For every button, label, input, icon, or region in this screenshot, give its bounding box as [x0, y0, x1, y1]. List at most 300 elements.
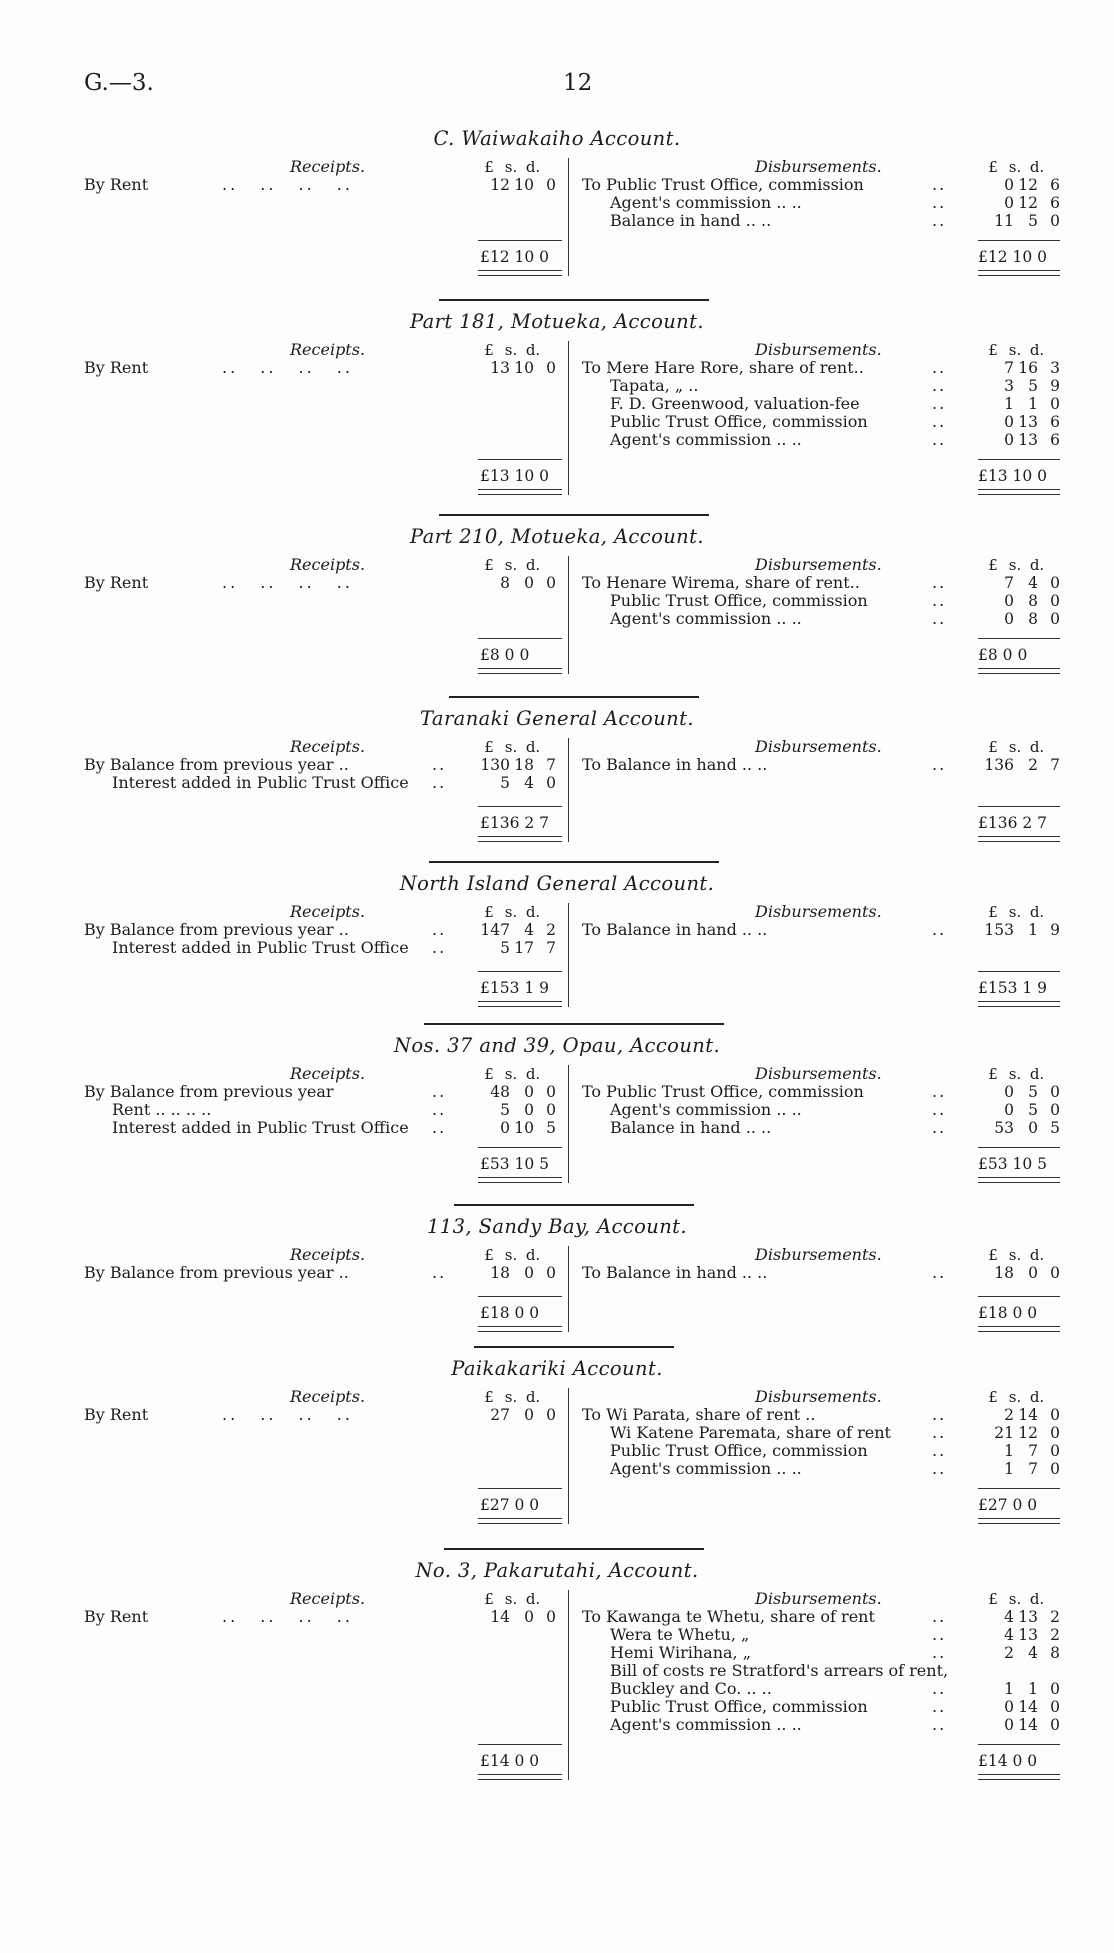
amount-pence: 7	[546, 756, 556, 774]
pound-label: £	[988, 1590, 998, 1608]
shilling-label: s.	[504, 1590, 518, 1608]
amount-shillings: 16	[1018, 359, 1038, 377]
receipts-heading: Receipts.	[290, 1245, 366, 1264]
disbursements-currency-header	[982, 1065, 1048, 1083]
pence-label: d.	[1029, 1388, 1045, 1406]
amount-shillings: 0	[524, 1264, 534, 1282]
amount-pence: 7	[546, 939, 556, 957]
amount-pounds: 0	[1004, 1083, 1014, 1101]
leader-dots: ..	[432, 1082, 447, 1101]
disbursements-currency-header	[982, 1590, 1048, 1608]
disbursement-amount	[984, 1406, 1060, 1424]
shilling-label: s.	[1008, 341, 1022, 359]
disbursement-description: Public Trust Office, commission	[610, 412, 868, 431]
disbursement-amount	[984, 395, 1060, 413]
disbursement-amount	[984, 1442, 1060, 1460]
amount-pence: 2	[1050, 1608, 1060, 1626]
receipt-amount	[480, 1406, 556, 1424]
receipts-total: £13 10 0	[480, 467, 550, 485]
account-title: North Island General Account.	[399, 872, 715, 895]
amount-pounds: 0	[1004, 610, 1014, 628]
amount-shillings: 1	[1028, 1680, 1038, 1698]
amount-shillings: 17	[514, 939, 534, 957]
pence-label: d.	[1029, 341, 1045, 359]
shilling-label: s.	[1008, 1388, 1022, 1406]
amount-pounds: 0	[1004, 194, 1014, 212]
column-divider	[568, 1246, 569, 1332]
amount-pounds: 1	[1004, 1680, 1014, 1698]
amount-shillings: 18	[514, 756, 534, 774]
disbursements-total: £53 10 5	[978, 1155, 1048, 1173]
amount-shillings: 13	[1018, 431, 1038, 449]
amount-pence: 5	[1050, 1119, 1060, 1137]
receipt-description: By Balance from previous year ..	[84, 920, 349, 939]
receipt-description: By Balance from previous year ..	[84, 1263, 349, 1282]
amount-shillings: 13	[1018, 1608, 1038, 1626]
disbursement-description: Public Trust Office, commission	[610, 1697, 868, 1716]
amount-shillings: 12	[1018, 194, 1038, 212]
leader-dots: ..	[932, 920, 947, 939]
disbursements-heading: Disbursements.	[755, 157, 882, 176]
account-title: 113, Sandy Bay, Account.	[426, 1215, 688, 1238]
pound-label: £	[988, 1388, 998, 1406]
disbursements-currency-header	[982, 158, 1048, 176]
receipts-total: £27 0 0	[480, 1496, 540, 1514]
amount-shillings: 0	[1028, 1264, 1038, 1282]
amount-pounds: 5	[500, 939, 510, 957]
amount-shillings: 8	[1028, 592, 1038, 610]
amount-pounds: 5	[500, 774, 510, 792]
leader-dots: ..	[932, 1100, 947, 1119]
amount-shillings: 5	[1028, 212, 1038, 230]
receipts-heading: Receipts.	[290, 157, 366, 176]
disbursement-amount	[984, 1083, 1060, 1101]
receipts-total: £14 0 0	[480, 1752, 540, 1770]
receipts-total-rule	[478, 1744, 562, 1745]
receipts-total-rule	[478, 1488, 562, 1489]
leader-dots: ..	[932, 430, 947, 449]
receipts-total: £8 0 0	[480, 646, 530, 664]
disbursements-heading: Disbursements.	[755, 1589, 882, 1608]
amount-pounds: 11	[994, 212, 1014, 230]
amount-shillings: 1	[1028, 921, 1038, 939]
pound-label: £	[988, 738, 998, 756]
pence-label: d.	[525, 158, 541, 176]
amount-shillings: 13	[1018, 1626, 1038, 1644]
amount-shillings: 5	[1028, 1101, 1038, 1119]
receipts-double-rule	[478, 489, 562, 495]
amount-shillings: 0	[524, 1608, 534, 1626]
disbursement-amount	[984, 1264, 1060, 1282]
disbursement-description: F. D. Greenwood, valuation-fee	[610, 394, 860, 413]
disbursements-currency-header	[982, 556, 1048, 574]
receipts-double-rule	[478, 1177, 562, 1183]
amount-shillings: 0	[1028, 1119, 1038, 1137]
shilling-label: s.	[504, 1065, 518, 1083]
disbursement-amount	[984, 574, 1060, 592]
receipt-amount	[480, 1264, 556, 1282]
leader-dots: ..	[432, 755, 447, 774]
account-title: Part 181, Motueka, Account.	[410, 310, 704, 333]
shilling-label: s.	[504, 903, 518, 921]
leader-dots: ..	[932, 755, 947, 774]
leader-dots: ..	[932, 1643, 947, 1662]
amount-pence: 0	[546, 1083, 556, 1101]
account-separator	[454, 1204, 694, 1206]
shilling-label: s.	[1008, 158, 1022, 176]
receipts-currency-header	[478, 738, 544, 756]
receipts-total: £53 10 5	[480, 1155, 550, 1173]
amount-pounds: 0	[1004, 1698, 1014, 1716]
pence-label: d.	[525, 738, 541, 756]
amount-pounds: 136	[984, 756, 1014, 774]
pence-label: d.	[525, 1065, 541, 1083]
document-reference: G.—3.	[84, 70, 154, 96]
disbursement-amount	[984, 592, 1060, 610]
shilling-label: s.	[504, 158, 518, 176]
disbursement-amount	[984, 359, 1060, 377]
disbursements-heading: Disbursements.	[755, 340, 882, 359]
disbursements-total: £153 1 9	[978, 979, 1048, 997]
amount-pounds: 1	[1004, 1442, 1014, 1460]
amount-shillings: 4	[1028, 574, 1038, 592]
account-title: Taranaki General Account.	[420, 707, 694, 730]
leader-dots: ..	[932, 211, 947, 230]
disbursements-double-rule	[978, 1177, 1060, 1183]
amount-pence: 8	[1050, 1644, 1060, 1662]
amount-pence: 0	[1050, 574, 1060, 592]
receipts-total: £136 2 7	[480, 814, 550, 832]
amount-pence: 0	[546, 774, 556, 792]
disbursements-heading: Disbursements.	[755, 1387, 882, 1406]
leader-dots: .. .. .. ..	[222, 358, 353, 377]
pound-label: £	[484, 158, 494, 176]
amount-shillings: 10	[514, 359, 534, 377]
account-title: C. Waiwakaiho Account.	[433, 127, 681, 150]
column-divider	[568, 341, 569, 495]
disbursements-heading: Disbursements.	[755, 1245, 882, 1264]
amount-shillings: 14	[1018, 1716, 1038, 1734]
column-divider	[568, 1388, 569, 1524]
pound-label: £	[988, 1246, 998, 1264]
receipt-description: By Rent	[84, 573, 149, 592]
disbursement-amount	[984, 194, 1060, 212]
shilling-label: s.	[504, 341, 518, 359]
disbursement-amount	[984, 1119, 1060, 1137]
amount-pounds: 1	[1004, 1460, 1014, 1478]
amount-pounds: 7	[1004, 359, 1014, 377]
leader-dots: ..	[432, 938, 447, 957]
disbursement-amount	[984, 413, 1060, 431]
pence-label: d.	[1029, 903, 1045, 921]
amount-pence: 7	[1050, 756, 1060, 774]
disbursement-amount	[984, 1608, 1060, 1626]
amount-pounds: 1	[1004, 395, 1014, 413]
disbursements-double-rule	[978, 1774, 1060, 1780]
receipts-heading: Receipts.	[290, 1387, 366, 1406]
amount-pence: 0	[1050, 395, 1060, 413]
shilling-label: s.	[504, 1388, 518, 1406]
leader-dots: ..	[932, 1263, 947, 1282]
disbursement-description: Public Trust Office, commission	[610, 1441, 868, 1460]
disbursement-description: Balance in hand .. ..	[610, 211, 772, 230]
receipt-amount	[480, 939, 556, 957]
leader-dots: ..	[932, 1118, 947, 1137]
amount-pence: 6	[1050, 194, 1060, 212]
column-divider	[568, 738, 569, 842]
amount-pounds: 21	[994, 1424, 1014, 1442]
shilling-label: s.	[504, 1246, 518, 1264]
amount-pence: 0	[1050, 1424, 1060, 1442]
receipt-description: Interest added in Public Trust Office	[112, 938, 409, 957]
receipt-amount	[480, 774, 556, 792]
pence-label: d.	[1029, 1065, 1045, 1083]
receipts-total-rule	[478, 806, 562, 807]
receipts-currency-header	[478, 341, 544, 359]
amount-shillings: 0	[524, 1083, 534, 1101]
amount-pounds: 7	[1004, 574, 1014, 592]
disbursement-amount	[984, 1424, 1060, 1442]
leader-dots: ..	[932, 609, 947, 628]
receipts-heading: Receipts.	[290, 1589, 366, 1608]
disbursements-double-rule	[978, 1518, 1060, 1524]
amount-shillings: 0	[524, 1101, 534, 1119]
disbursement-amount	[984, 921, 1060, 939]
receipt-description: Interest added in Public Trust Office	[112, 773, 409, 792]
receipts-total-rule	[478, 1296, 562, 1297]
column-divider	[568, 903, 569, 1007]
amount-pounds: 0	[1004, 592, 1014, 610]
disbursements-heading: Disbursements.	[755, 555, 882, 574]
leader-dots: ..	[432, 920, 447, 939]
receipts-currency-header	[478, 1246, 544, 1264]
disbursements-total-rule	[978, 971, 1060, 972]
disbursements-total-rule	[978, 1744, 1060, 1745]
disbursement-description: To Balance in hand .. ..	[582, 755, 768, 774]
amount-shillings: 4	[524, 921, 534, 939]
disbursements-total: £27 0 0	[978, 1496, 1038, 1514]
receipts-double-rule	[478, 668, 562, 674]
disbursements-total-rule	[978, 240, 1060, 241]
disbursements-heading: Disbursements.	[755, 1064, 882, 1083]
amount-pounds: 0	[500, 1119, 510, 1137]
account-title: No. 3, Pakarutahi, Account.	[415, 1559, 699, 1582]
amount-pounds: 2	[1004, 1644, 1014, 1662]
leader-dots: .. .. .. ..	[222, 1607, 353, 1626]
leader-dots: .. .. .. ..	[222, 175, 353, 194]
pound-label: £	[988, 556, 998, 574]
receipt-description: By Balance from previous year ..	[84, 755, 349, 774]
amount-shillings: 0	[524, 1406, 534, 1424]
amount-pence: 3	[1050, 359, 1060, 377]
leader-dots: ..	[932, 193, 947, 212]
disbursement-amount	[984, 1644, 1060, 1662]
amount-pounds: 13	[490, 359, 510, 377]
receipts-total-rule	[478, 459, 562, 460]
amount-pounds: 3	[1004, 377, 1014, 395]
amount-pence: 0	[1050, 212, 1060, 230]
amount-pence: 6	[1050, 176, 1060, 194]
receipt-description: By Rent	[84, 358, 149, 377]
account-separator	[429, 861, 719, 863]
disbursements-total: £18 0 0	[978, 1304, 1038, 1322]
leader-dots: ..	[932, 394, 947, 413]
pence-label: d.	[525, 903, 541, 921]
amount-pence: 0	[546, 1406, 556, 1424]
receipts-heading: Receipts.	[290, 340, 366, 359]
pence-label: d.	[1029, 738, 1045, 756]
amount-shillings: 10	[514, 1119, 534, 1137]
receipt-amount	[480, 574, 556, 592]
receipts-double-rule	[478, 1518, 562, 1524]
amount-pounds: 0	[1004, 413, 1014, 431]
pound-label: £	[988, 1065, 998, 1083]
receipts-currency-header	[478, 1388, 544, 1406]
disbursement-description: Agent's commission .. ..	[610, 1100, 802, 1119]
shilling-label: s.	[1008, 556, 1022, 574]
pound-label: £	[484, 1246, 494, 1264]
receipts-currency-header	[478, 1590, 544, 1608]
column-divider	[568, 1590, 569, 1780]
receipt-amount	[480, 756, 556, 774]
amount-pounds: 153	[984, 921, 1014, 939]
shilling-label: s.	[504, 738, 518, 756]
receipt-description: Interest added in Public Trust Office	[112, 1118, 409, 1137]
account-separator	[424, 1023, 724, 1025]
column-divider	[568, 1065, 569, 1183]
amount-pence: 6	[1050, 431, 1060, 449]
disbursements-double-rule	[978, 1326, 1060, 1332]
disbursements-total-rule	[978, 1488, 1060, 1489]
disbursements-double-rule	[978, 1001, 1060, 1007]
pence-label: d.	[525, 341, 541, 359]
pence-label: d.	[1029, 556, 1045, 574]
amount-pounds: 53	[994, 1119, 1014, 1137]
leader-dots: .. .. .. ..	[222, 1405, 353, 1424]
amount-pence: 0	[546, 1608, 556, 1626]
leader-dots: ..	[932, 1441, 947, 1460]
disbursements-total: £8 0 0	[978, 646, 1028, 664]
disbursements-total-rule	[978, 1147, 1060, 1148]
disbursement-description: Bill of costs re Stratford's arrears of rent,	[610, 1661, 949, 1680]
receipt-description: By Rent	[84, 1405, 149, 1424]
receipts-total-rule	[478, 240, 562, 241]
receipt-amount	[480, 1101, 556, 1119]
pound-label: £	[484, 903, 494, 921]
receipts-double-rule	[478, 1326, 562, 1332]
leader-dots: ..	[432, 773, 447, 792]
receipts-double-rule	[478, 1774, 562, 1780]
amount-pence: 0	[1050, 1680, 1060, 1698]
disbursements-total-rule	[978, 638, 1060, 639]
amount-pounds: 0	[1004, 1716, 1014, 1734]
disbursement-description: Agent's commission .. ..	[610, 193, 802, 212]
amount-pence: 0	[1050, 1460, 1060, 1478]
amount-pence: 9	[1050, 921, 1060, 939]
pence-label: d.	[525, 1388, 541, 1406]
page-header	[0, 70, 1114, 110]
amount-shillings: 0	[524, 574, 534, 592]
account-separator	[444, 1548, 704, 1550]
disbursements-total: £12 10 0	[978, 248, 1048, 266]
pence-label: d.	[1029, 1246, 1045, 1264]
leader-dots: ..	[932, 175, 947, 194]
disbursement-amount	[984, 431, 1060, 449]
amount-shillings: 14	[1018, 1406, 1038, 1424]
disbursements-total: £136 2 7	[978, 814, 1048, 832]
receipts-total: £12 10 0	[480, 248, 550, 266]
disbursements-heading: Disbursements.	[755, 902, 882, 921]
amount-shillings: 4	[524, 774, 534, 792]
shilling-label: s.	[1008, 1065, 1022, 1083]
disbursement-amount	[984, 212, 1060, 230]
pence-label: d.	[525, 556, 541, 574]
disbursements-total: £14 0 0	[978, 1752, 1038, 1770]
amount-pounds: 130	[480, 756, 510, 774]
shilling-label: s.	[1008, 738, 1022, 756]
receipts-total-rule	[478, 638, 562, 639]
disbursements-double-rule	[978, 668, 1060, 674]
disbursement-amount	[984, 1626, 1060, 1644]
disbursement-amount	[984, 756, 1060, 774]
amount-pounds: 4	[1004, 1626, 1014, 1644]
leader-dots: ..	[932, 1625, 947, 1644]
receipt-amount	[480, 1083, 556, 1101]
amount-pence: 0	[1050, 592, 1060, 610]
disbursement-description: To Balance in hand .. ..	[582, 920, 768, 939]
shilling-label: s.	[1008, 1246, 1022, 1264]
account-separator	[449, 696, 699, 698]
leader-dots: ..	[932, 1607, 947, 1626]
amount-pence: 0	[1050, 1442, 1060, 1460]
receipt-amount	[480, 176, 556, 194]
amount-pounds: 2	[1004, 1406, 1014, 1424]
pence-label: d.	[1029, 158, 1045, 176]
leader-dots: ..	[932, 1715, 947, 1734]
amount-shillings: 4	[1028, 1644, 1038, 1662]
account-separator	[439, 514, 709, 516]
account-title: Paikakariki Account.	[451, 1357, 663, 1380]
amount-pence: 0	[1050, 1101, 1060, 1119]
leader-dots: ..	[432, 1100, 447, 1119]
amount-pounds: 4	[1004, 1608, 1014, 1626]
pence-label: d.	[525, 1246, 541, 1264]
pound-label: £	[484, 1065, 494, 1083]
pound-label: £	[484, 1590, 494, 1608]
disbursements-total-rule	[978, 806, 1060, 807]
disbursement-description: Agent's commission .. ..	[610, 430, 802, 449]
receipts-currency-header	[478, 903, 544, 921]
receipt-description: By Rent	[84, 1607, 149, 1626]
disbursements-currency-header	[982, 738, 1048, 756]
amount-pence: 0	[1050, 1716, 1060, 1734]
disbursement-description: To Public Trust Office, commission	[582, 1082, 864, 1101]
disbursement-description: Agent's commission .. ..	[610, 1715, 802, 1734]
amount-shillings: 13	[1018, 413, 1038, 431]
amount-shillings: 7	[1028, 1442, 1038, 1460]
amount-pence: 0	[1050, 1264, 1060, 1282]
amount-shillings: 1	[1028, 395, 1038, 413]
disbursement-description: Public Trust Office, commission	[610, 591, 868, 610]
receipts-heading: Receipts.	[290, 737, 366, 756]
disbursements-double-rule	[978, 270, 1060, 276]
leader-dots: ..	[932, 1405, 947, 1424]
leader-dots: ..	[932, 1423, 947, 1442]
receipts-double-rule	[478, 1001, 562, 1007]
leader-dots: ..	[932, 358, 947, 377]
receipts-total-rule	[478, 1147, 562, 1148]
amount-pounds: 5	[500, 1101, 510, 1119]
